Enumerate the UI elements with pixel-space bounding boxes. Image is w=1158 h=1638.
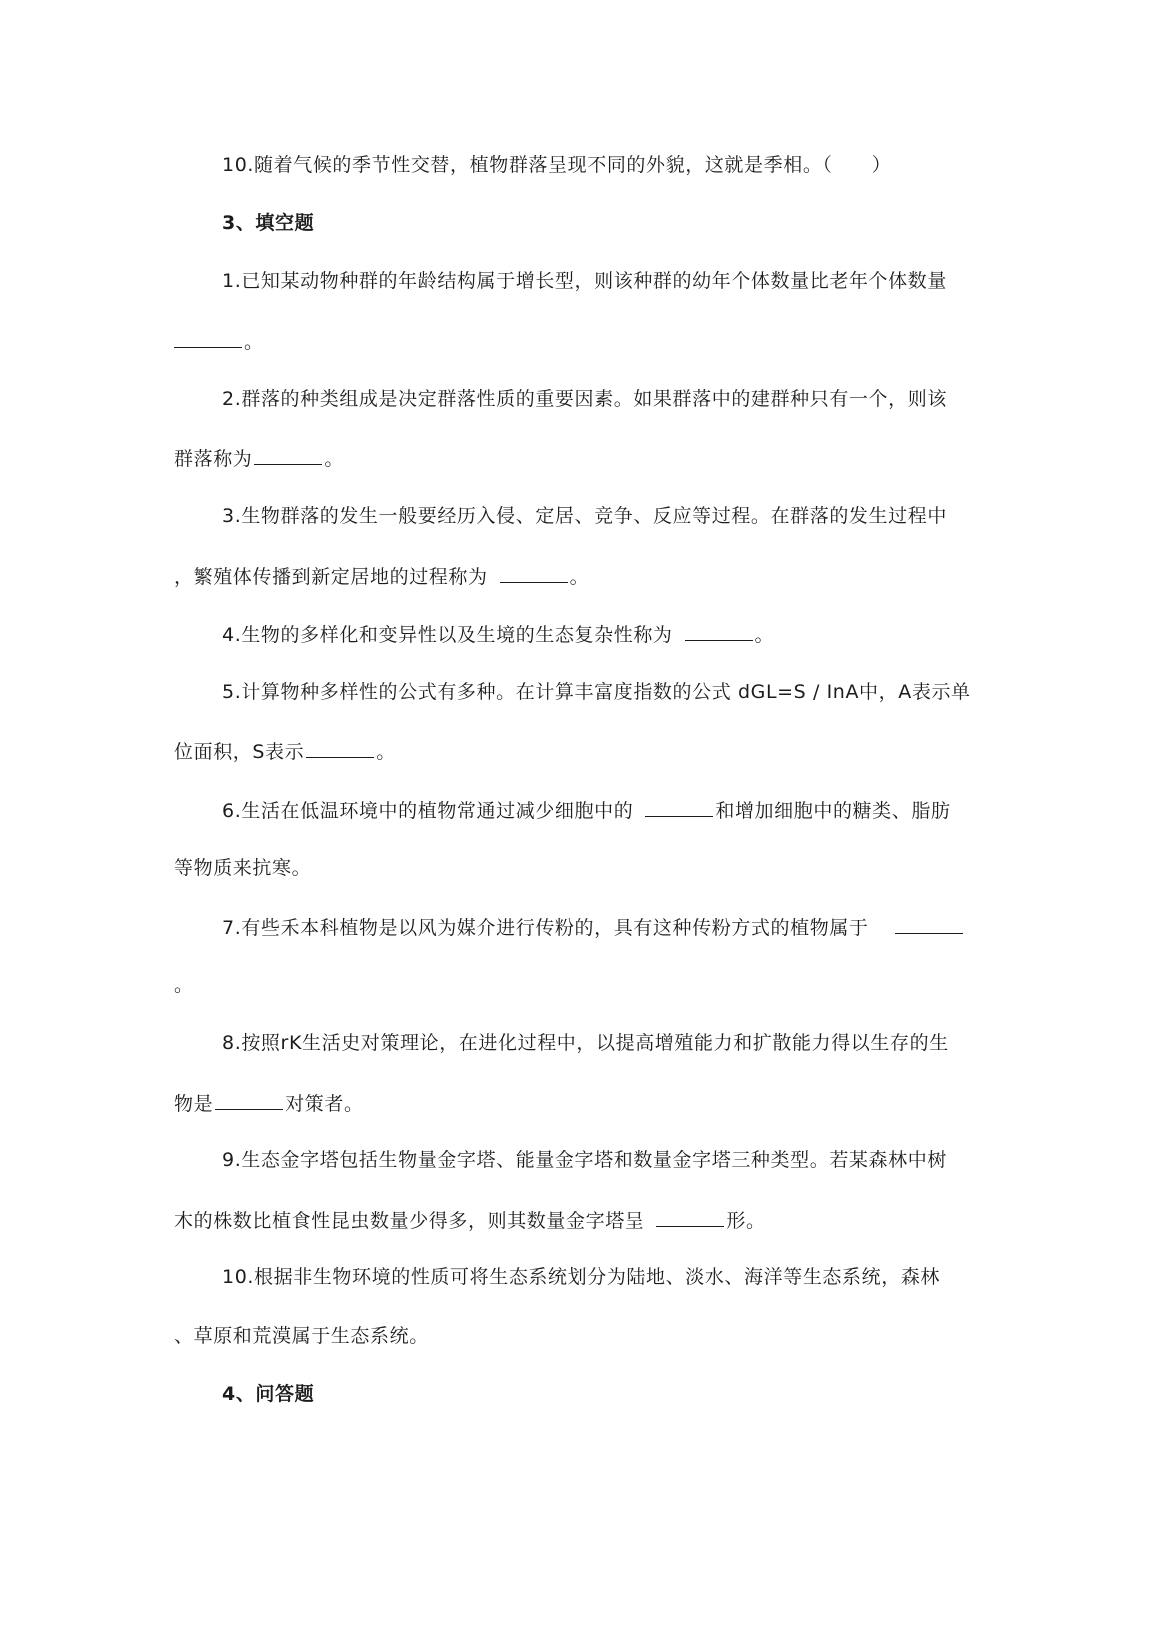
fill-question-7-line-1: 7.有些禾本科植物是以风为媒介进行传粉的，具有这种传粉方式的植物属于 <box>222 913 982 941</box>
answer-blank[interactable] <box>174 327 242 348</box>
answer-blank[interactable] <box>306 737 374 758</box>
answer-blank[interactable] <box>645 796 713 817</box>
fill-question-2-line-1: 2.群落的种类组成是决定群落性质的重要因素。如果群落中的建群种只有一个，则该 <box>222 388 947 410</box>
fill-question-3-line-2: ，繁殖体传播到新定居地的过程称为 。 <box>174 562 984 590</box>
answer-blank[interactable] <box>254 444 322 465</box>
fill-question-1-line-2: 。 <box>174 327 984 355</box>
fill-question-7-line-2: 。 <box>174 974 194 996</box>
fill-question-10-line-2: 、草原和荒漠属于生态系统。 <box>174 1325 429 1347</box>
answer-blank[interactable] <box>895 913 963 934</box>
fill-question-2-line-2: 群落称为 。 <box>174 444 984 472</box>
fill-question-5-line-1: 5.计算物种多样性的公式有多种。在计算丰富度指数的公式 dGL=S / InA中，A表示单 <box>222 681 971 703</box>
fill-question-1-line-1: 1.已知某动物种群的年龄结构属于增长型，则该种群的幼年个体数量比老年个体数量 <box>222 270 947 292</box>
fill-question-9-line-1: 9.生态金字塔包括生物量金字塔、能量金字塔和数量金字塔三种类型。若某森林中树 <box>222 1149 947 1171</box>
fill-question-9-line-2: 木的株数比植食性昆虫数量少得多，则其数量金字塔呈 形。 <box>174 1206 984 1234</box>
fill-question-5-line-2: 位面积，S表示 。 <box>174 737 984 765</box>
fill-question-8-line-2: 物是 对策者。 <box>174 1089 984 1117</box>
true-false-question-10: 10.随着气候的季节性交替，植物群落呈现不同的外貌，这就是季相。（ ） <box>222 154 892 176</box>
answer-blank[interactable] <box>215 1089 283 1110</box>
section-heading-fill-in: 3、填空题 <box>222 212 315 234</box>
fill-question-8-line-1: 8.按照rK生活史对策理论，在进化过程中，以提高增殖能力和扩散能力得以生存的生 <box>222 1032 949 1054</box>
section-heading-qa: 4、问答题 <box>222 1383 315 1405</box>
answer-blank[interactable] <box>685 620 753 641</box>
fill-question-6-line-2: 等物质来抗寒。 <box>174 857 312 879</box>
fill-question-10-line-1: 10.根据非生物环境的性质可将生态系统划分为陆地、淡水、海洋等生态系统，森林 <box>222 1266 941 1288</box>
fill-question-6-line-1: 6.生活在低温环境中的植物常通过减少细胞中的 和增加细胞中的糖类、脂肪 <box>222 796 982 824</box>
fill-question-3-line-1: 3.生物群落的发生一般要经历入侵、定居、竞争、反应等过程。在群落的发生过程中 <box>222 505 947 527</box>
answer-blank[interactable] <box>500 562 568 583</box>
answer-blank[interactable] <box>656 1206 724 1227</box>
fill-question-4: 4.生物的多样化和变异性以及生境的生态复杂性称为 。 <box>222 620 982 648</box>
